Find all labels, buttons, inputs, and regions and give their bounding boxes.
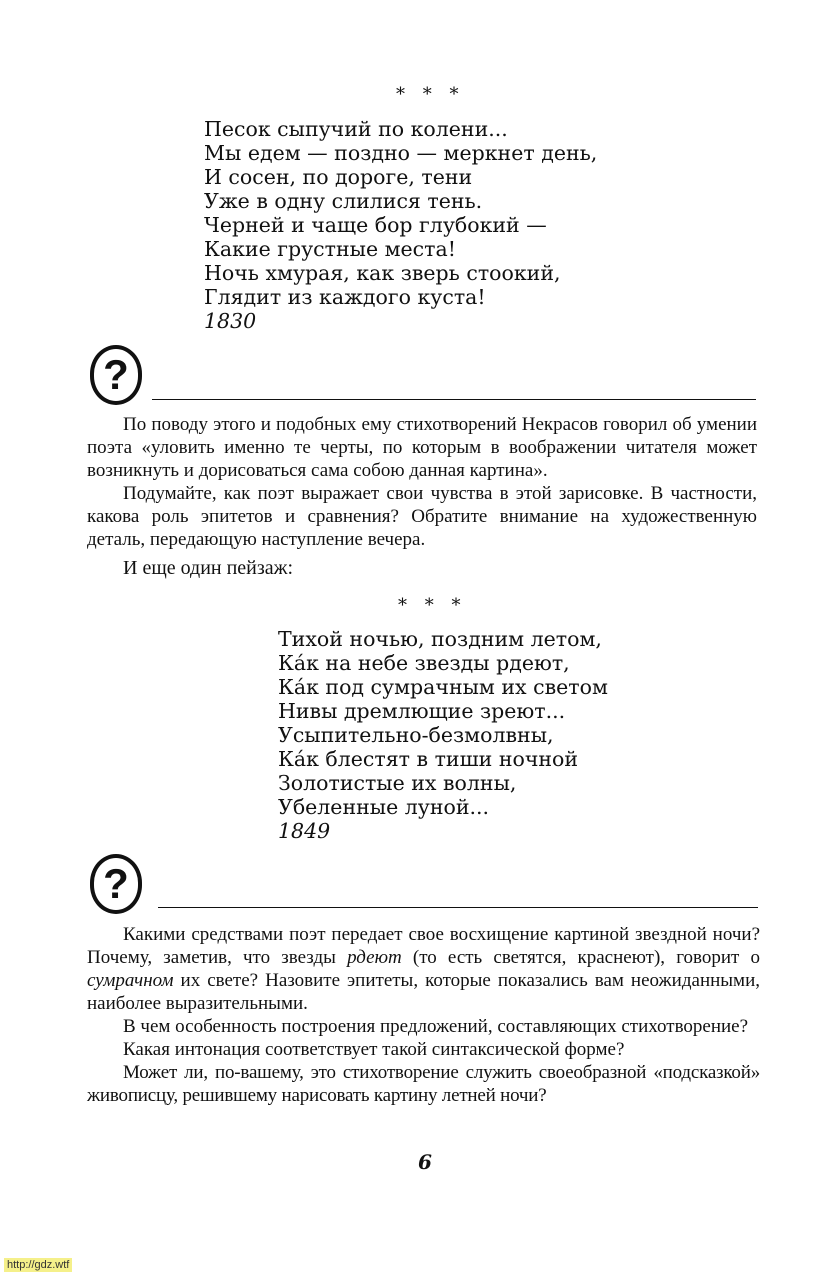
question-rule	[158, 907, 758, 908]
emphasized-word: сумрачном	[87, 970, 174, 991]
question2-paragraph	[87, 923, 760, 1015]
question-icon: ?	[90, 854, 142, 914]
poem1-line: Уже в одну слилися тень.	[204, 189, 483, 213]
poem2-year: 1849	[278, 819, 331, 843]
question1-text	[87, 413, 757, 551]
poem2-stars: * * *	[398, 595, 467, 616]
poem2-line: Нивы дремлющие зреют...	[278, 699, 566, 723]
poem1-line: Черней и чаще бор глубокий —	[204, 213, 547, 237]
page-number: 6	[418, 1150, 432, 1174]
question2-text-e: их свете? Назовите эпитеты, которые показались вам неожиданными, наиболее выразительными.	[87, 970, 760, 1014]
question2-text-a: Какими средствами поэт передает свое восхищение картиной звездной ночи? Почему, заметив, что звезды	[87, 924, 760, 968]
poem2-line: Золотистые их волны,	[278, 771, 517, 795]
poem1-year: 1830	[204, 309, 257, 333]
poem2-line: Тихой ночью, поздним летом,	[278, 627, 602, 651]
question2-paragraph: Может ли, по-вашему, это стихотворение служить своеобразной «подсказкой» живописцу, решившему нарисовать картину летней ночи?	[87, 1062, 760, 1106]
poem2-line: Ка́к под сумрачным их светом	[278, 675, 608, 699]
poem1-line: Глядит из каждого куста!	[204, 285, 486, 309]
question2-text	[87, 923, 760, 1107]
intro-text: И еще один пейзаж:	[123, 557, 294, 579]
poem1-line: Песок сыпучий по колени...	[204, 117, 508, 141]
poem2-line: Ка́к блестят в тиши ночной	[278, 747, 579, 771]
poem1-line: И сосен, по дороге, тени	[204, 165, 473, 189]
poem2-line: Ка́к на небе звезды рдеют,	[278, 651, 570, 675]
poem1-line: Какие грустные места!	[204, 237, 456, 261]
poem1-line: Ночь хмурая, как зверь стоокий,	[204, 261, 561, 285]
question-rule	[152, 399, 756, 400]
poem1-line: Мы едем — поздно — меркнет день,	[204, 141, 598, 165]
watermark-link[interactable]: http://gdz.wtf	[4, 1258, 72, 1272]
question2-paragraph: В чем особенность построения предложений, составляющих стихотворение?	[123, 1016, 749, 1037]
poem1	[204, 117, 597, 333]
poem2	[278, 627, 608, 843]
question1-paragraph: По поводу этого и подобных ему стихотворений Некрасов говорил об умении поэта «уловить именно те черты, по которым в воображении читателя может возникнуть и дорисоваться сама собою данная картина».	[87, 414, 757, 481]
poem1-stars: * * *	[396, 84, 465, 105]
poem2-line: Убеленные луной...	[278, 795, 490, 819]
question2-paragraph: Какая интонация соответствует такой синтаксической форме?	[123, 1039, 625, 1060]
poem2-line: Усыпительно-безмолвны,	[278, 723, 554, 747]
emphasized-word: рдеют	[347, 947, 402, 968]
question1-paragraph: Подумайте, как поэт выражает свои чувства в этой зарисовке. В частности, какова роль эпитетов и сравнения? Обратите внимание на художественную деталь, передающую наступление вечера.	[87, 483, 757, 550]
question2-text-c: (то есть светятся, краснеют), говорит о	[401, 947, 760, 968]
question-icon: ?	[90, 345, 142, 405]
